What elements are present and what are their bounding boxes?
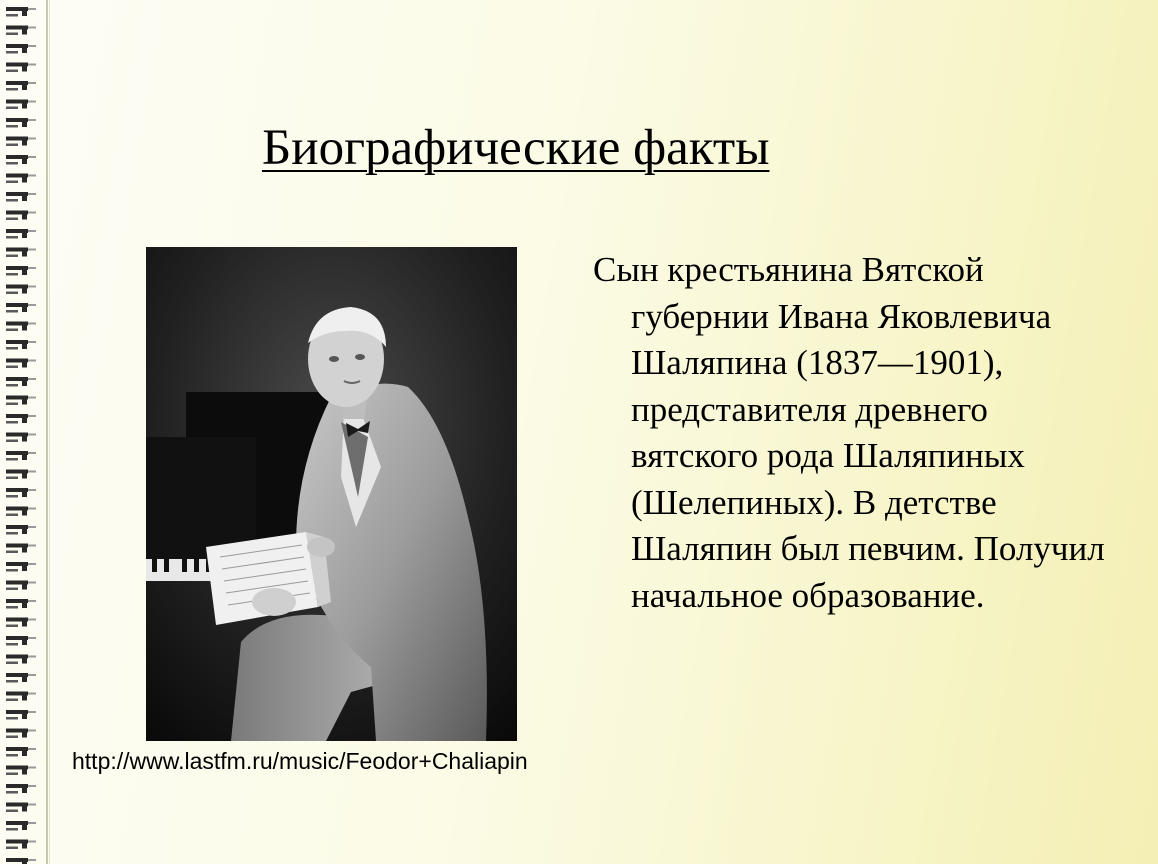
slide-title: Биографические факты xyxy=(262,120,770,176)
photo-source-caption: http://www.lastfm.ru/music/Feodor+Chaliapin xyxy=(72,748,528,774)
biography-text: Сын крестьянина Вятской губернии Ивана Яковлевича Шаляпина (1837—1901), представителя древнего вятского рода Шаляпиных (Шелепиных). В детстве Шаляпин был певчим. Получил начальное образование. xyxy=(593,250,1105,615)
page-edge-highlight xyxy=(49,0,50,864)
portrait-photo-icon xyxy=(146,247,517,741)
portrait-photo xyxy=(146,247,517,741)
page-edge xyxy=(46,0,48,864)
spiral-binding xyxy=(0,0,44,864)
